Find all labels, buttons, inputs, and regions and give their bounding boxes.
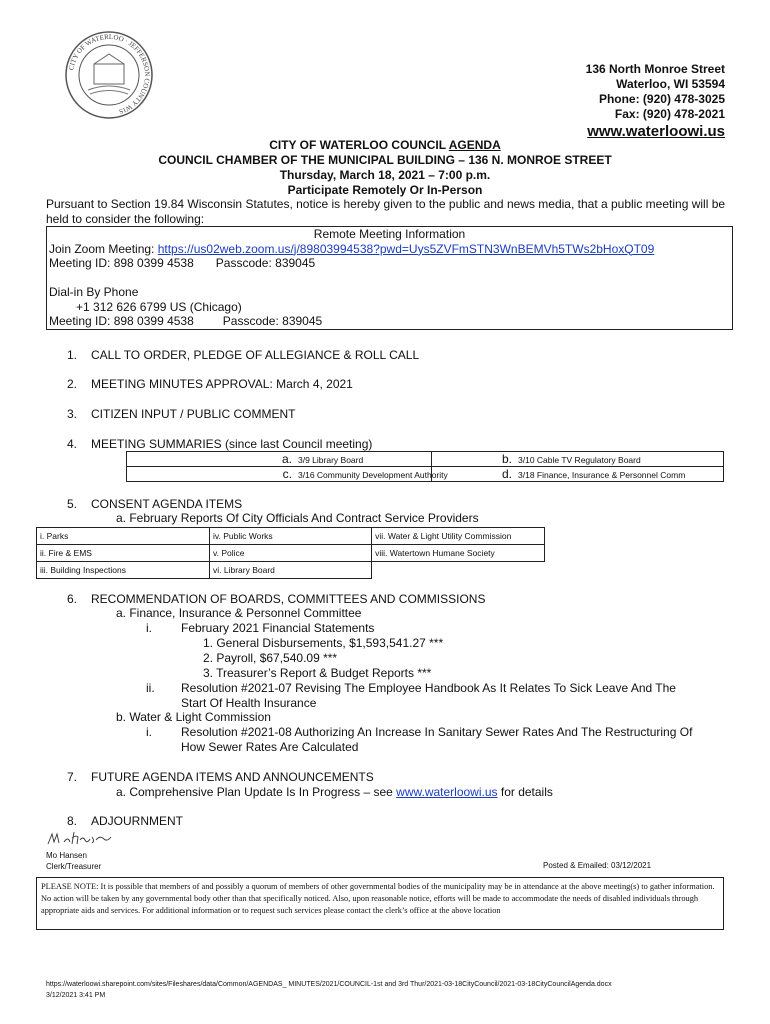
item-letter: d.: [502, 467, 513, 481]
passcode: Passcode: 839045: [215, 256, 316, 270]
file-path: https://waterloowi.sharepoint.com/sites/Fileshares/data/Common/AGENDAS_ MINUTES/2021/COUNCIL-1st and 3rd Thur/2021-03-18CityCouncil/2021-03-18CityCouncilAgenda.docx: [46, 981, 612, 988]
signatory: [46, 850, 101, 872]
city-seal-logo: [64, 30, 154, 120]
summary-cell: [432, 467, 724, 482]
signatory-role: Clerk/Treasurer: [46, 862, 102, 871]
rec-sub-a-i: February 2021 Financial Statements: [181, 621, 375, 635]
join-label: Join Zoom Meeting:: [49, 241, 158, 256]
future-sub-a: [116, 785, 553, 800]
rec-sub-a-i-1: 1. General Disbursements, $1,593,541.27 ***: [203, 636, 444, 650]
address-line2: Waterloo, WI 53594: [616, 77, 725, 91]
item-number: 2.: [67, 377, 78, 391]
rec-sub-b: b. Water & Light Commission: [116, 710, 271, 724]
consent-cell: iii. Building Inspections: [37, 562, 210, 579]
passcode-2: Passcode: 839045: [222, 314, 323, 328]
fax: Fax: (920) 478-2021: [614, 107, 725, 121]
title-line1: CITY OF WATERLOO COUNCIL: [269, 138, 449, 152]
item-number: 5.: [67, 497, 78, 511]
consent-cell: i. Parks: [37, 528, 210, 545]
item-text: CALL TO ORDER, PLEDGE OF ALLEGIANCE & ROLL CALL: [91, 348, 420, 362]
agenda-item-2: [67, 377, 353, 391]
svg-text:CITY OF WATERLOO · JEFFERSON C: CITY OF WATERLOO · JEFFERSON COUNTY WIS: [67, 32, 152, 116]
agenda-item-5: [67, 497, 242, 511]
consent-cell-empty: [372, 562, 545, 579]
consent-cell: vi. Library Board: [210, 562, 372, 579]
dialin-label: Dial-in By Phone: [49, 285, 139, 299]
agenda-item-4: [67, 437, 372, 451]
future-sub-a-suffix: for details: [497, 785, 553, 799]
summary-text: 3/9 Library Board: [298, 455, 364, 465]
rec-sub-a-ii-line2: Start Of Health Insurance: [181, 696, 317, 710]
item-text: MEETING MINUTES APPROVAL: March 4, 2021: [91, 377, 353, 391]
item-text: CONSENT AGENDA ITEMS: [91, 497, 243, 511]
rec-sub-a-ii-line1: Resolution #2021-07 Revising The Employee Handbook As It Relates To Sick Leave And The: [181, 681, 676, 695]
item-number: 7.: [67, 770, 78, 784]
item-text: CITIZEN INPUT / PUBLIC COMMENT: [91, 407, 296, 421]
dialin-number: +1 312 626 6799 US (Chicago): [76, 299, 242, 314]
item-number: 1.: [67, 348, 78, 362]
handwritten-signature: [44, 828, 114, 848]
future-sub-a-text: a. Comprehensive Plan Update Is In Progress – see: [116, 785, 397, 799]
agenda-item-7: [67, 770, 374, 784]
item-text: ADJOURNMENT: [91, 814, 183, 828]
rec-sub-a-i-2: 2. Payroll, $67,540.09 ***: [203, 651, 338, 665]
item-number: 4.: [67, 437, 78, 451]
item-number: 8.: [67, 814, 78, 828]
rec-sub-a-i-3: 3. Treasurer’s Report & Budget Reports ***: [203, 666, 432, 680]
address-line1: 136 North Monroe Street: [585, 62, 725, 76]
summary-cell: [127, 452, 432, 467]
item-letter: c.: [282, 467, 292, 481]
phone: Phone: (920) 478-3025: [598, 92, 725, 106]
consent-cell: ii. Fire & EMS: [37, 545, 210, 562]
item-number: 3.: [67, 407, 78, 421]
signatory-name: Mo Hansen: [46, 851, 87, 860]
website: www.waterloowi.us: [587, 123, 725, 140]
rec-sub-a-ii-num: ii.: [146, 681, 155, 695]
agenda-item-6: [67, 592, 485, 606]
file-date: 3/12/2021 3:41 PM: [46, 992, 106, 999]
meeting-id: Meeting ID: 898 0399 4538: [49, 256, 194, 270]
rec-sub-a: a. Finance, Insurance & Personnel Committee: [116, 606, 362, 620]
zoom-link[interactable]: https://us02web.zoom.us/j/89803994538?pwd=Uys5ZVFmSTN3WnBEMVh5TWs2bHoxQT09: [157, 241, 655, 256]
agenda-item-1: [67, 348, 419, 362]
summary-text: 3/18 Finance, Insurance & Personnel Comm: [518, 470, 686, 480]
item-text: RECOMMENDATION OF BOARDS, COMMITTEES AND COMMISSIONS: [91, 592, 486, 606]
consent-cell: viii. Watertown Humane Society: [372, 545, 545, 562]
item-text: FUTURE AGENDA ITEMS AND ANNOUNCEMENTS: [91, 770, 374, 784]
consent-table: [36, 527, 545, 579]
summary-cell: [127, 467, 448, 482]
please-note-box: PLEASE NOTE: It is possible that members of and possibly a quorum of members of other governmental bodies of the municipality may be in attendance at the above meeting(s) to gather information. No action will be taken by any governmental body other than that specifically noticed. Also, upon reasonable notice, efforts will be made to accommodate the needs of disabled individuals through appropriate aids and services. For additional information or to request such services please contact the clerk’s office at the above location: [36, 877, 724, 930]
rec-sub-b-i-num: i.: [146, 725, 152, 739]
consent-cell: vii. Water & Light Utility Commission: [372, 528, 545, 545]
summary-text: 3/10 Cable TV Regulatory Board: [518, 455, 641, 465]
meeting-summaries-table: [126, 451, 724, 482]
rec-sub-b-i-line2: How Sewer Rates Are Calculated: [181, 740, 359, 754]
summary-text: 3/16 Community Development Authority: [298, 470, 448, 480]
item-letter: b.: [502, 452, 513, 466]
meeting-id-2: Meeting ID: 898 0399 4538: [49, 314, 194, 328]
rec-sub-a-i-num: i.: [146, 621, 152, 635]
item-number: 6.: [67, 592, 78, 606]
file-path-footer: [46, 979, 736, 1001]
title-line2: COUNCIL CHAMBER OF THE MUNICIPAL BUILDING – 136 N. MONROE STREET: [158, 153, 612, 167]
consent-sub-a: a. February Reports Of City Officials And Contract Service Providers: [116, 511, 479, 525]
title-line3: Thursday, March 18, 2021 – 7:00 p.m.: [279, 168, 491, 182]
remote-title: Remote Meeting Information: [313, 227, 466, 241]
address-block: [586, 62, 725, 142]
agenda-title: [0, 138, 770, 198]
consent-cell: v. Police: [210, 545, 372, 562]
title-agenda-word: AGENDA: [448, 138, 501, 152]
item-text: MEETING SUMMARIES (since last Council meeting): [91, 437, 373, 451]
posted-date: Posted & Emailed: 03/12/2021: [543, 861, 652, 870]
agenda-item-8: [67, 814, 183, 828]
item-letter: a.: [281, 452, 292, 466]
rec-sub-b-i-line1: Resolution #2021-08 Authorizing An Increase In Sanitary Sewer Rates And The Restructuring Of: [181, 725, 693, 739]
website-link[interactable]: www.waterloowi.us: [396, 785, 498, 799]
summary-cell: [432, 452, 724, 467]
agenda-item-3: [67, 407, 295, 421]
title-line4: Participate Remotely Or In-Person: [287, 183, 483, 197]
consent-cell: iv. Public Works: [210, 528, 372, 545]
remote-meeting-box: [46, 226, 733, 330]
pursuant-notice: Pursuant to Section 19.84 Wisconsin Statutes, notice is hereby given to the public and news media, that a public meeting will be held to consider the following:: [46, 197, 726, 226]
